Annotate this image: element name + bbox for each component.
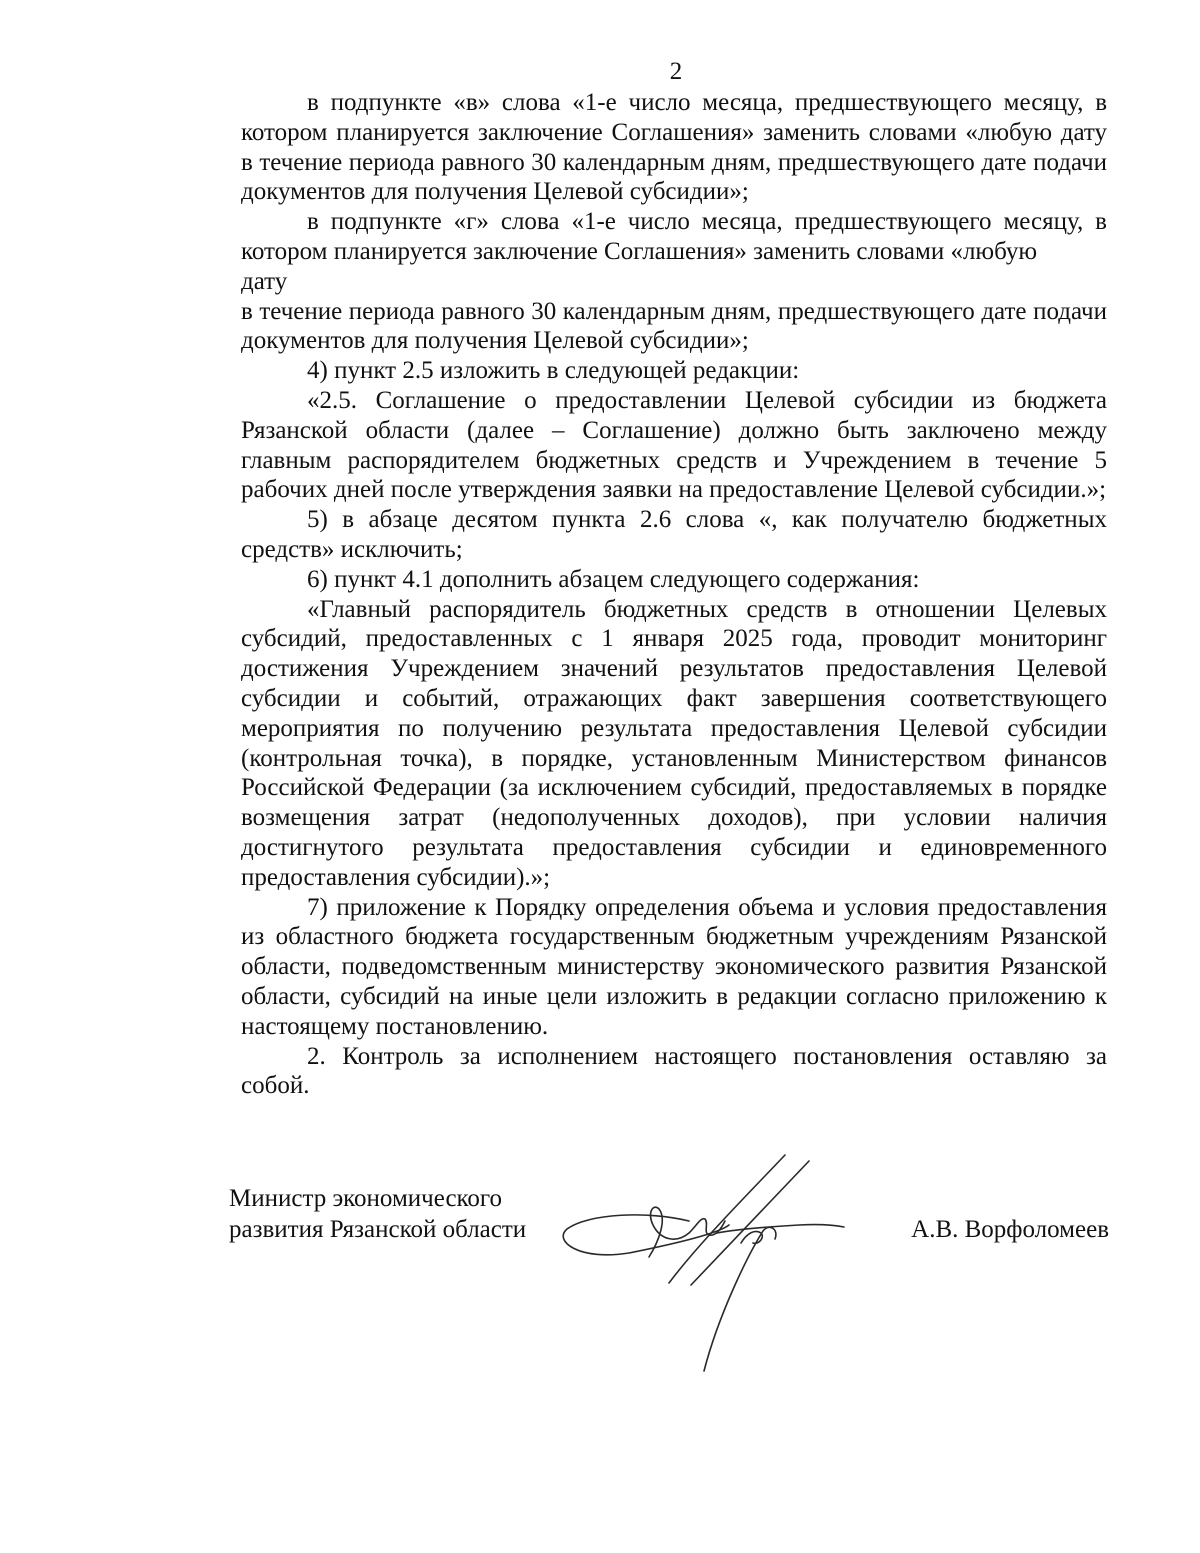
document-body <box>241 88 1107 1101</box>
paragraph-monitoring: «Главный распорядитель бюджетных средств в отношении Целевых субсидий, предоставленных с 1 января 2025 года, проводит мониторинг достижения Учреждением значений результатов предоставления Целевой субсидии и событий, отражающих факт завершения соответствующего мероприятия по получению результата предоставления Целевой субсидии (контрольная точка), в порядке, установленным Министерством финансов Российской Федерации (за исключением субсидий, предоставляемых в порядке возмещения затрат (недополученных доходов), при условии наличия достигнутого результата предоставления субсидии и единовременного предоставления субсидии).»; <box>241 595 1107 891</box>
paragraph-item-7: 7) приложение к Порядку определения объема и условия предоставления из областного бюджета государственным бюджетным учреждениям Рязанской области, подведомственным министерству экономического развития Рязанской области, субсидий на иные цели изложить в редакции согласно приложению к настоящему постановлению. <box>241 893 1107 1040</box>
signer-title-line-1: Министр экономического <box>229 1185 503 1212</box>
handwritten-signature <box>549 1133 849 1373</box>
paragraph-subpoint-v: в подпункте «в» слова «1-е число месяца, предшествующего месяцу, в котором планируется заключение Соглашения» заменить словами «любую дату в течение периода равного 30 календарным дням, предшествующего дате подачи документов для получения Целевой субсидии»; <box>241 89 1107 206</box>
paragraph-item-6: 6) пункт 4.1 дополнить абзацем следующего содержания: <box>307 565 920 593</box>
signer-title-line-2: развития Рязанской области <box>229 1216 527 1243</box>
signature-block <box>229 1183 1109 1383</box>
paragraph-subpoint-g-cont: в течение периода равного 30 календарным дням, предшествующего дате подачи документов для получения Целевой субсидии»; <box>241 297 1107 355</box>
paragraph-item-5: 5) в абзаце десятом пункта 2.6 слова «, как получателю бюджетных средств» исключить; <box>241 506 1107 563</box>
signer-title <box>229 1183 526 1245</box>
paragraph-subpoint-g-wrap: дату <box>241 267 288 295</box>
paragraph-subpoint-g: в подпункте «г» слова «1-е число месяца, предшествующего месяцу, в котором планируется заключение Соглашения» заменить словами «любую <box>241 208 1107 265</box>
paragraph-item-4: 4) пункт 2.5 изложить в следующей редакции: <box>307 357 800 385</box>
signer-name: А.В. Ворфоломеев <box>911 1216 1109 1243</box>
paragraph-item-2-5: «2.5. Соглашение о предоставлении Целевой субсидии из бюджета Рязанской области (далее – Соглашение) должно быть заключено между главным распорядителем бюджетных средств и Учреждением в течение 5 рабочих дней после утверждения заявки на предоставление Целевой субсидии.»; <box>241 386 1107 504</box>
page-number: 2 <box>669 58 683 85</box>
paragraph-control: 2. Контроль за исполнением настоящего постановления оставляю за собой. <box>241 1042 1107 1100</box>
